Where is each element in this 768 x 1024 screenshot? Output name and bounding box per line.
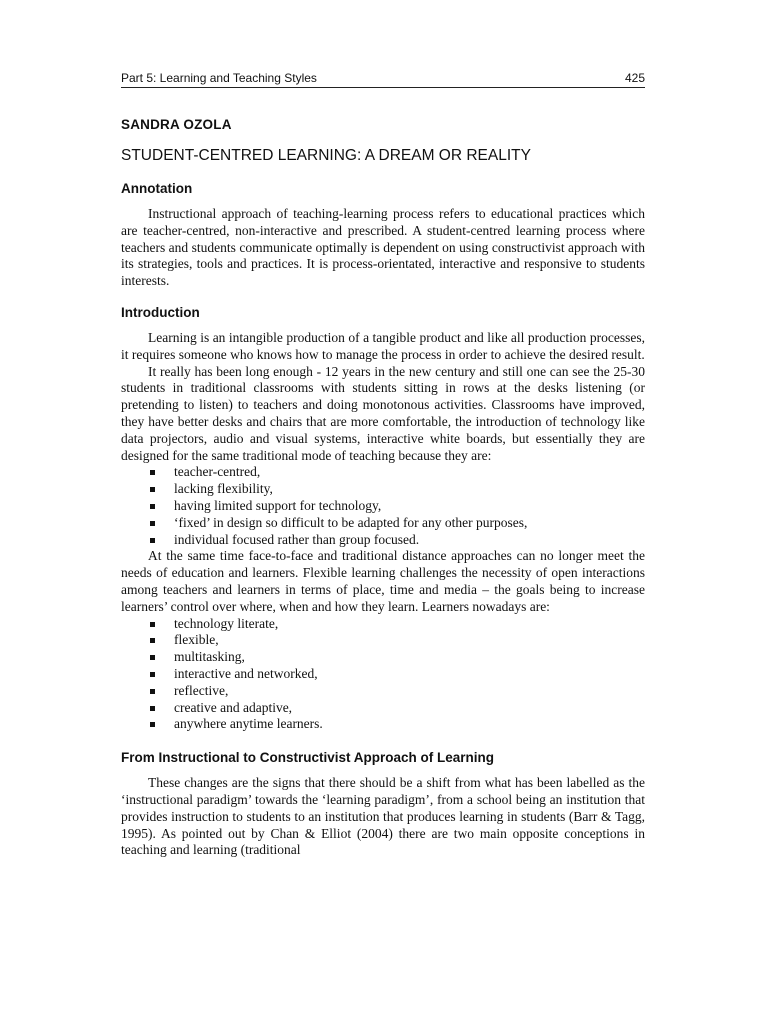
square-bullet-icon: [150, 622, 155, 627]
list-item-text: interactive and networked,: [174, 665, 318, 681]
list-item: [148, 498, 645, 515]
square-bullet-icon: [150, 538, 155, 543]
annotation-section: [121, 180, 645, 290]
classroom-traits-list: [121, 464, 645, 548]
constructivist-section: [121, 749, 645, 859]
square-bullet-icon: [150, 672, 155, 677]
list-item: [148, 616, 645, 633]
square-bullet-icon: [150, 521, 155, 526]
learner-traits-list: [121, 616, 645, 734]
square-bullet-icon: [150, 638, 155, 643]
annotation-heading: Annotation: [121, 181, 193, 196]
introduction-section: [121, 304, 645, 733]
list-item: [148, 716, 645, 733]
list-item: [148, 666, 645, 683]
square-bullet-icon: [150, 706, 155, 711]
list-item-text: multitasking,: [174, 649, 245, 665]
list-item-text: individual focused rather than group focused.: [174, 531, 420, 547]
list-item-text: lacking flexibility,: [174, 481, 273, 497]
square-bullet-icon: [150, 470, 155, 475]
list-item: [148, 632, 645, 649]
list-item: [148, 515, 645, 532]
constructivist-heading: From Instructional to Constructivist Approach of Learning: [121, 750, 495, 766]
list-item: [148, 700, 645, 717]
square-bullet-icon: [150, 689, 155, 694]
list-item-text: having limited support for technology,: [174, 497, 382, 513]
list-item: [148, 481, 645, 498]
list-item-text: technology literate,: [174, 615, 279, 631]
introduction-heading: Introduction: [121, 304, 200, 320]
intro-paragraph-1: Learning is an intangible production of a tangible product and like all production processes, it requires someone who knows how to manage the process in order to achieve the desired result.: [121, 329, 645, 362]
list-item: [148, 464, 645, 481]
annotation-paragraph: Instructional approach of teaching-learning process refers to educational practices which are teacher-centred, non-interactive and prescribed. A student-centred learning process where teachers and students communicate optimally is dependent on using constructivist approach with its strategies, tools and practices. It is process-orientated, interactive and responsive to students interests.: [121, 206, 645, 289]
constructivist-paragraph-1: These changes are the signs that there should be a shift from what has been labelled as the ‘instructional paradigm’ towards the ‘learning paradigm’, from a school being an institution that provides instruction to students to an institution that produces learning in students (Barr & Tagg, 1995). As pointed out by Chan & Elliot (2004) there are two main opposite conceptions in teaching and learning (traditional: [121, 775, 645, 858]
author-name: SANDRA OZOLA: [121, 117, 232, 132]
square-bullet-icon: [150, 487, 155, 492]
intro-paragraph-3: At the same time face-to-face and traditional distance approaches can no longer meet the needs of education and learners. Flexible learning challenges the necessity of open interactions among teachers and learners in terms of place, time and media – the goals being to increase learners’ control over where, when and how they learn. Learners nowadays are:: [121, 548, 645, 614]
running-header: [121, 70, 645, 88]
list-item-text: ‘fixed’ in design so difficult to be adapted for any other purposes,: [174, 514, 528, 530]
square-bullet-icon: [150, 504, 155, 509]
square-bullet-icon: [150, 722, 155, 727]
running-title: Part 5: Learning and Teaching Styles: [121, 71, 317, 85]
list-item: [148, 649, 645, 666]
intro-paragraph-2: It really has been long enough - 12 years in the new century and still one can see the 25-30 students in traditional classrooms with students sitting in rows at the desks listening (or pretending to listen) to teachers and doing monotonous activities. Classrooms have improved, they have better desks and chairs that are more comfortable, the introduction of technology like data projectors, audio and visual systems, interactive white boards, but essentially they are designed for the same traditional mode of teaching because they are:: [121, 363, 645, 463]
list-item: [148, 683, 645, 700]
page-number: 425: [624, 71, 645, 85]
list-item-text: creative and adaptive,: [174, 699, 293, 715]
square-bullet-icon: [150, 655, 155, 660]
page: [121, 70, 645, 859]
list-item-text: reflective,: [174, 682, 229, 698]
list-item: [148, 532, 645, 549]
list-item-text: anywhere anytime learners.: [174, 716, 323, 732]
list-item-text: teacher-centred,: [174, 464, 261, 480]
list-item-text: flexible,: [174, 632, 219, 648]
article-title: STUDENT-CENTRED LEARNING: A DREAM OR REALITY: [121, 147, 531, 164]
